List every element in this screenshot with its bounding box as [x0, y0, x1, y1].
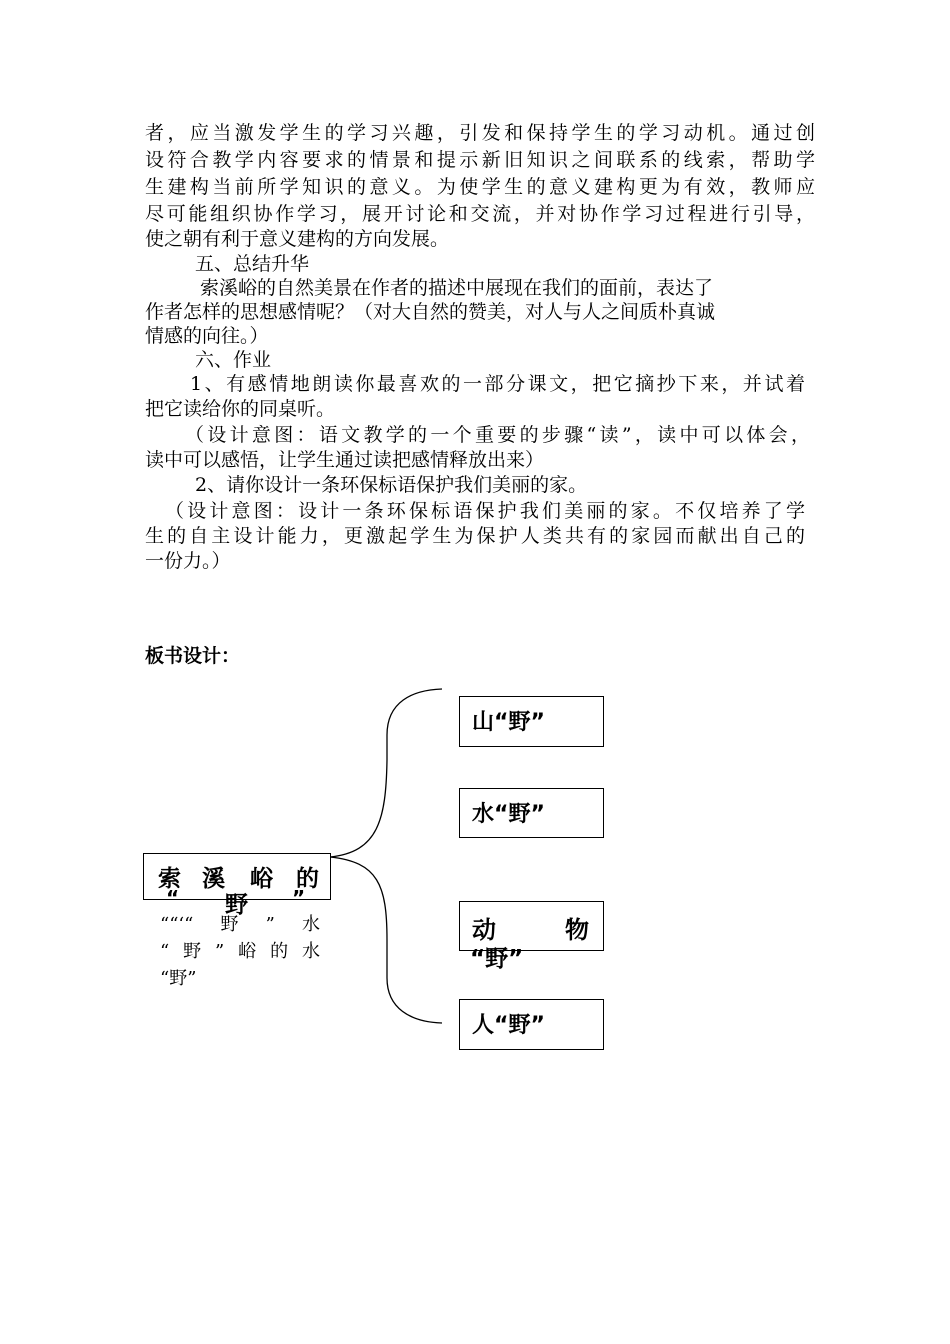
box-people: [459, 999, 604, 1050]
box-mountain: [459, 696, 604, 747]
center-topic-char: 索: [158, 866, 181, 892]
box-animal-char: 动: [472, 916, 496, 944]
paragraph-line: 把它读给你的同桌听。: [145, 398, 336, 420]
board-design-heading: 板书设计：: [145, 645, 241, 667]
overflow-note-line: “野”: [160, 968, 197, 989]
paragraph-line: 者，应当激发学生的学习兴趣，引发和保持学生的学习动机。通过创: [145, 122, 815, 144]
box-water: [459, 788, 604, 838]
center-topic-quote: ”: [292, 886, 306, 910]
paragraph-line: 使之朝有利于意义建构的方向发展。: [145, 228, 450, 250]
paragraph-line: 2、请你设计一条环保标语保护我们美丽的家。: [195, 474, 588, 496]
paragraph-line: （设计意图：语文教学的一个重要的步骤“读”，读中可以体会，: [185, 424, 810, 446]
paragraph-line: 尽可能组织协作学习，展开讨论和交流，并对协作学习过程进行引导，: [145, 203, 815, 225]
paragraph-line: 情感的向往。）: [145, 325, 269, 347]
center-topic-char: 溪: [202, 866, 225, 892]
overflow-note-line: “野”峪的水: [160, 941, 320, 962]
paragraph-line: 一份力。）: [145, 550, 231, 572]
overflow-note-line: ““‘“野”水: [160, 914, 320, 935]
box-water-label: 水“野”: [472, 802, 545, 827]
paragraph-line: 读中可以感悟，让学生通过读把感情释放出来）: [145, 449, 545, 471]
box-animal-char: 物: [565, 916, 589, 944]
paragraph-line: 设符合教学内容要求的情景和提示新旧知识之间联系的线索，帮助学: [145, 149, 815, 171]
paragraph-line: 生的自主设计能力，更激起学生为保护人类共有的家园而献出自己的: [145, 525, 805, 547]
box-mountain-label: 山“野”: [472, 710, 545, 735]
center-topic-char: 野: [225, 892, 248, 918]
center-topic-quote: “: [166, 886, 180, 910]
paragraph-line: 作者怎样的思想感情呢？（对大自然的赞美，对人与人之间质朴真诚: [145, 301, 716, 323]
center-topic-char: 峪: [250, 866, 273, 892]
center-topic-char: 的: [296, 866, 319, 892]
box-people-label: 人“野”: [472, 1013, 545, 1038]
section-heading-homework: 六、作业: [195, 349, 272, 371]
box-animal-overflow: “野”: [470, 946, 524, 972]
paragraph-line: 生建构当前所学知识的意义。为使学生的意义建构更为有效，教师应: [145, 176, 815, 198]
paragraph-line: （设计意图：设计一条环保标语保护我们美丽的家。不仅培养了学: [165, 500, 805, 522]
paragraph-line: 索溪峪的自然美景在作者的描述中展现在我们的面前，表达了: [200, 277, 714, 299]
paragraph-line: 1、有感情地朗读你最喜欢的一部分课文，把它摘抄下来，并试着: [190, 373, 805, 395]
section-heading-summary: 五、总结升华: [195, 253, 310, 275]
